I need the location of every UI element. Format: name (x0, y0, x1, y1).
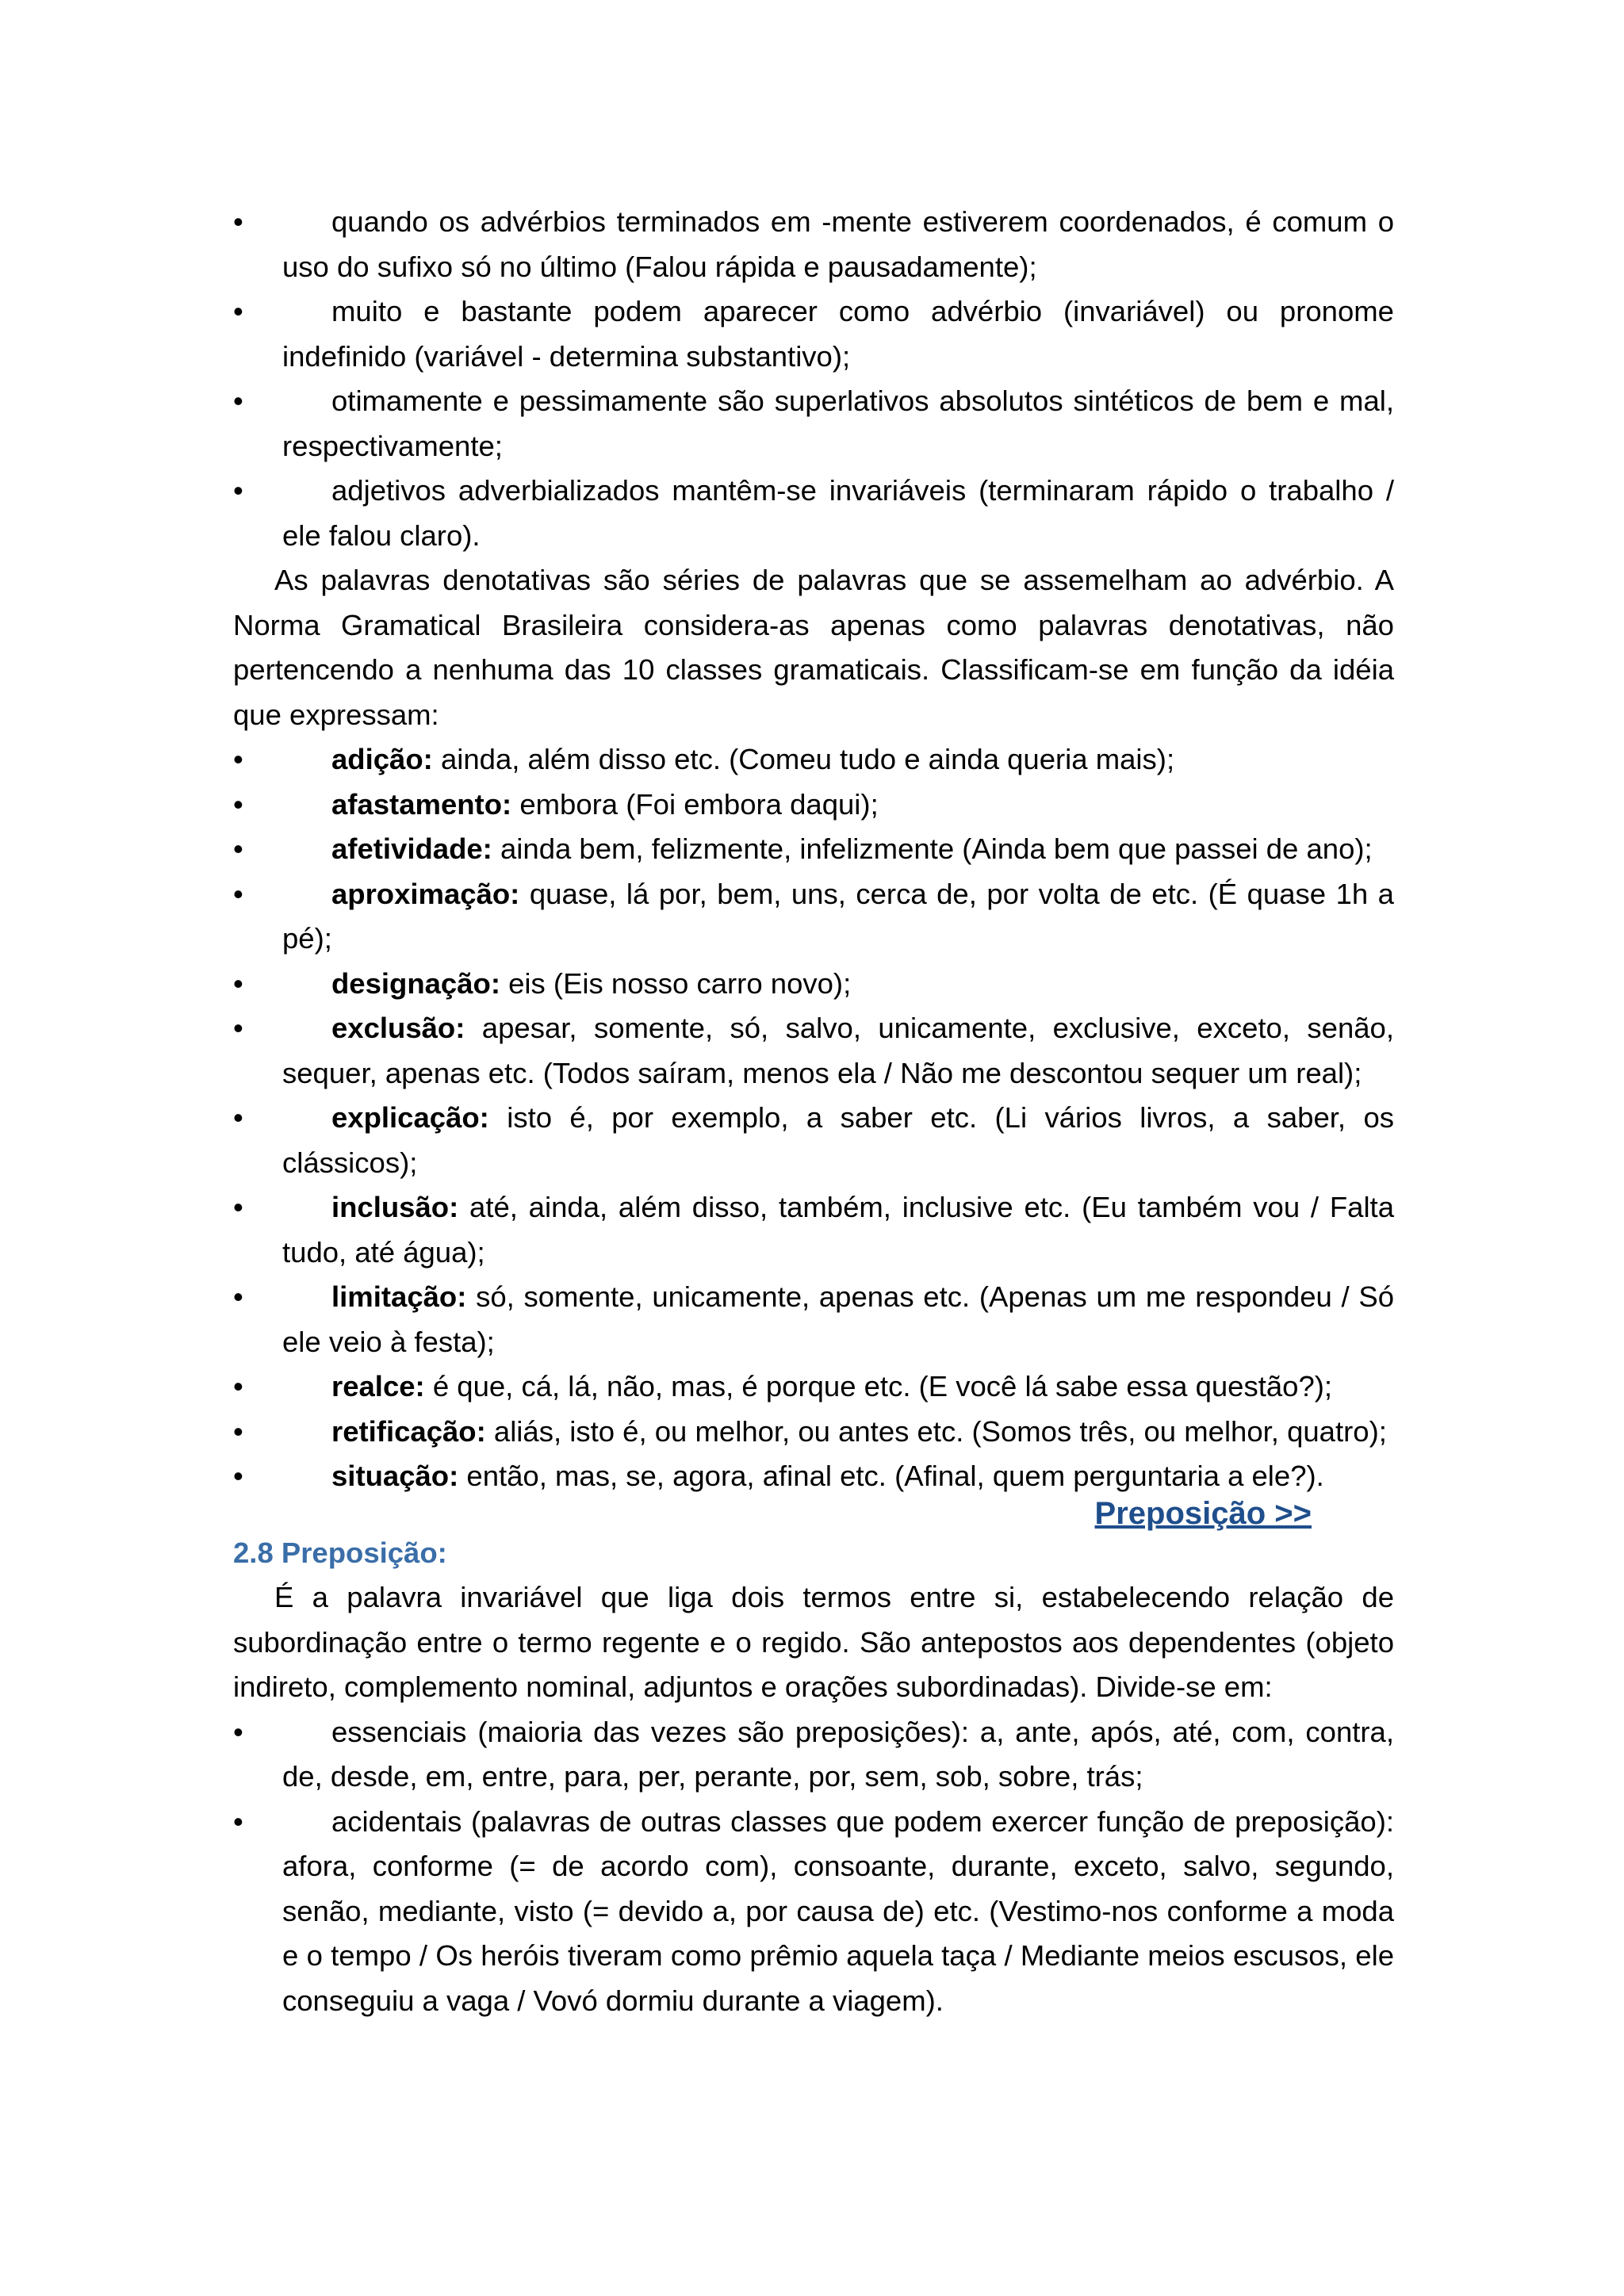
term-description: é que, cá, lá, não, mas, é porque etc. (E você lá sabe essa questão?); (424, 1370, 1333, 1402)
term-label: limitação: (331, 1280, 467, 1313)
term-label: inclusão: (331, 1191, 459, 1223)
section-heading: 2.8 Preposição: (233, 1536, 447, 1569)
term-label: designação: (331, 966, 500, 1000)
bullet-icon: • (233, 205, 243, 238)
list-item (233, 379, 1394, 469)
term-description: só, somente, unicamente, apenas etc. (Apenas um me respondeu / Só ele veio à festa); (282, 1280, 1394, 1358)
list-item (233, 1096, 1394, 1185)
list-item (233, 1410, 1394, 1455)
preposition-types-list (233, 1710, 1394, 2024)
bullet-icon: • (233, 743, 243, 775)
list-item (233, 827, 1394, 872)
term-label: aproximação: (331, 877, 520, 910)
list-item (233, 737, 1394, 783)
bullet-icon: • (233, 1804, 243, 1838)
bullet-icon: • (233, 295, 243, 327)
bullet-icon: • (233, 832, 243, 865)
bullet-icon: • (233, 877, 243, 910)
term-description: ainda bem, felizmente, infelizmente (Ainda bem que passei de ano); (492, 832, 1373, 865)
term-label: situação: (331, 1460, 459, 1492)
term-description: isto é, por exemplo, a saber etc. (Li vários livros, a saber, os clássicos); (282, 1101, 1394, 1179)
list-item-text: otimamente e pessimamente são superlativos absolutos sintéticos de bem e mal, respectivamente; (282, 385, 1394, 462)
list-item-text: essenciais (maioria das vezes são preposições): a, ante, após, até, com, contra, de, desde, em, entre, para, per, perante, por, sem, sob, sobre, trás; (282, 1715, 1394, 1793)
term-label: realce: (331, 1370, 425, 1402)
list-item (233, 1275, 1394, 1364)
bullet-icon: • (233, 1012, 243, 1044)
term-description: eis (Eis nosso carro novo); (500, 966, 852, 1000)
bullet-icon: • (233, 1280, 243, 1313)
term-label: explicação: (331, 1101, 489, 1134)
adverb-notes-list (233, 200, 1394, 558)
term-description: aliás, isto é, ou melhor, ou antes etc. (Somos três, ou melhor, quatro); (485, 1414, 1387, 1448)
term-label: retificação: (331, 1414, 486, 1448)
denotative-words-list (233, 737, 1394, 1499)
list-item (233, 1006, 1394, 1096)
term-description: então, mas, se, agora, afinal etc. (Afinal, quem perguntaria a ele?). (458, 1460, 1324, 1492)
term-description: embora (Foi embora daqui); (511, 787, 879, 821)
document-page (233, 200, 1394, 2023)
bullet-icon: • (233, 1101, 243, 1134)
list-item-text: muito e bastante podem aparecer como advérbio (invariável) ou pronome indefinido (variável - determina substantivo); (282, 295, 1394, 373)
bullet-icon: • (233, 966, 243, 1000)
term-label: afetividade: (331, 832, 492, 865)
list-item (233, 1454, 1394, 1499)
term-description: quase, lá por, bem, uns, cerca de, por volta de etc. (É quase 1h a pé); (282, 877, 1394, 955)
bullet-icon: • (233, 1460, 243, 1492)
list-item (233, 783, 1394, 828)
list-item (233, 1800, 1394, 2024)
list-item (233, 469, 1394, 558)
list-item (233, 872, 1394, 962)
list-item (233, 1185, 1394, 1275)
bullet-icon: • (233, 1414, 243, 1448)
term-description: até, ainda, além disso, também, inclusive etc. (Eu também vou / Falta tudo, até água); (282, 1191, 1394, 1269)
term-description: ainda, além disso etc. (Comeu tudo e ainda queria mais); (432, 743, 1175, 775)
preposition-intro-paragraph: É a palavra invariável que liga dois termos entre si, estabelecendo relação de subordinação entre o termo regente e o regido. São antepostos aos dependentes (objeto indireto, complemento nominal, adjuntos e orações subordinadas). Divide-se em: (233, 1581, 1394, 1703)
preposition-nav-link[interactable]: Preposição >> (1094, 1495, 1312, 1531)
bullet-icon: • (233, 385, 243, 417)
list-item (233, 962, 1394, 1007)
term-label: exclusão: (331, 1012, 465, 1044)
term-label: afastamento: (331, 787, 512, 821)
term-label: adição: (331, 743, 433, 775)
list-item (233, 1364, 1394, 1410)
nav-link-row (233, 1495, 1394, 1531)
bullet-icon: • (233, 1370, 243, 1402)
bullet-icon: • (233, 474, 243, 507)
list-item-text: quando os advérbios terminados em -mente estiverem coordenados, é comum o uso do sufixo só no último (Falou rápida e pausadamente); (282, 205, 1394, 283)
list-item-text: acidentais (palavras de outras classes que podem exercer função de preposição): afora, conforme (= de acordo com), consoante, durante, exceto, salvo, segundo, senão, mediante, visto (= devido a, por causa de) etc. (Vestimo-nos conforme a moda e o tempo / Os heróis tiveram como prêmio aquela taça / Mediante meios escusos, ele conseguiu a vaga / Vovó dormiu durante a viagem). (282, 1804, 1394, 2017)
list-item (233, 200, 1394, 289)
bullet-icon: • (233, 1715, 243, 1748)
list-item (233, 289, 1394, 379)
term-description: apesar, somente, só, salvo, unicamente, exclusive, exceto, senão, sequer, apenas etc. (Todos saíram, menos ela / Não me descontou sequer um real); (282, 1012, 1394, 1089)
bullet-icon: • (233, 1191, 243, 1223)
list-item (233, 1710, 1394, 1800)
bullet-icon: • (233, 787, 243, 821)
list-item-text: adjetivos adverbializados mantêm-se invariáveis (terminaram rápido o trabalho / ele falou claro). (282, 474, 1394, 552)
denotative-intro-paragraph: As palavras denotativas são séries de palavras que se assemelham ao advérbio. A Norma Gramatical Brasileira considera-as apenas como palavras denotativas, não pertencendo a nenhuma das 10 classes gramaticais. Classificam-se em função da idéia que expressam: (233, 564, 1394, 731)
